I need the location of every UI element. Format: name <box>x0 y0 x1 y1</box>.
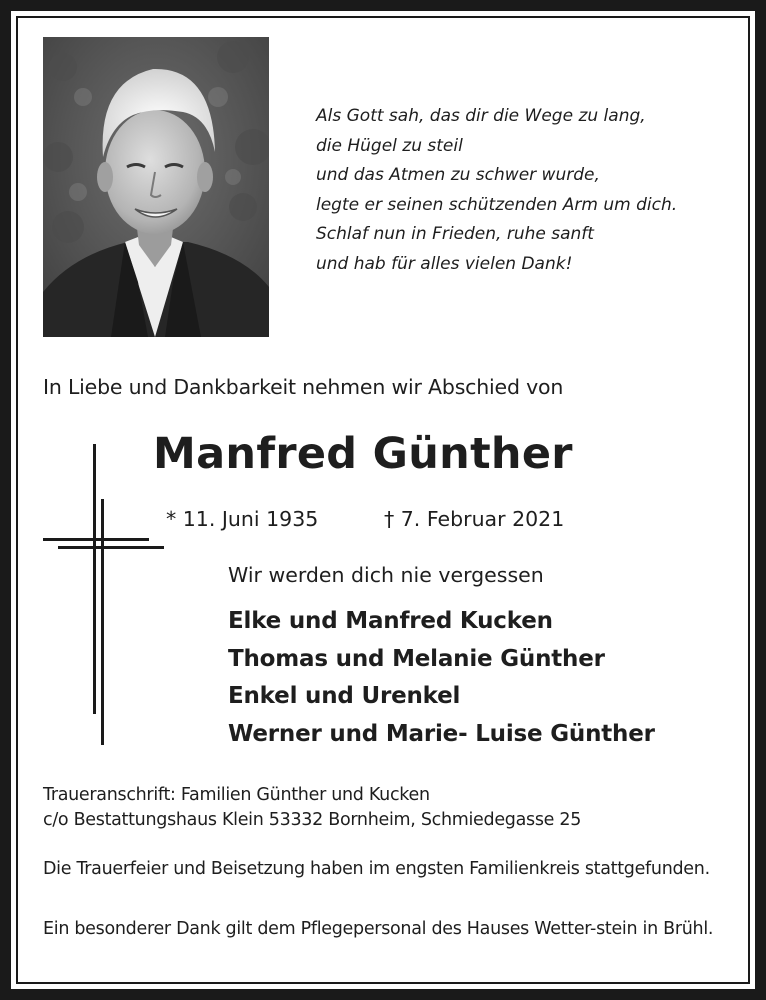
mourners-list <box>228 603 655 753</box>
poem-line: Schlaf nun in Frieden, ruhe sanft <box>316 224 594 244</box>
birth-date: * 11. Juni 1935 <box>166 507 319 531</box>
poem-line: die Hügel zu steil <box>316 135 463 156</box>
poem-line: Als Gott sah, das dir die Wege zu lang, <box>316 106 646 126</box>
cross-icon <box>40 444 170 750</box>
death-date: † 7. Februar 2021 <box>384 507 565 531</box>
poem-line: und das Atmen zu schwer wurde, <box>316 165 600 185</box>
address-line: Traueranschrift: Familien Günther und Kucken <box>43 785 430 805</box>
poem-line: legte er seinen schützenden Arm um dich. <box>316 194 678 215</box>
address-line: c/o Bestattungshaus Klein 53332 Bornheim, Schmiedegasse 25 <box>43 810 582 830</box>
deceased-name: Manfred Günther <box>153 429 573 479</box>
mourner-name: Elke und Manfred Kucken <box>228 608 553 634</box>
mourner-name: Werner und Marie- Luise Günther <box>228 720 655 747</box>
mourning-address <box>43 783 581 833</box>
farewell-text: Wir werden dich nie vergessen <box>228 563 544 587</box>
mourner-name: Thomas und Melanie Günther <box>228 645 605 672</box>
portrait-photo <box>43 37 269 337</box>
thanks-notice: Ein besonderer Dank gilt dem Pflegepersonal des Hauses Wetter-stein in Brühl. <box>43 919 714 939</box>
poem-line: und hab für alles vielen Dank! <box>316 253 573 274</box>
poem <box>316 102 736 279</box>
ceremony-notice: Die Trauerfeier und Beisetzung haben im engsten Familienkreis stattgefunden. <box>43 859 710 879</box>
intro-text: In Liebe und Dankbarkeit nehmen wir Abschied von <box>43 375 564 399</box>
mourner-name: Enkel und Urenkel <box>228 683 461 709</box>
